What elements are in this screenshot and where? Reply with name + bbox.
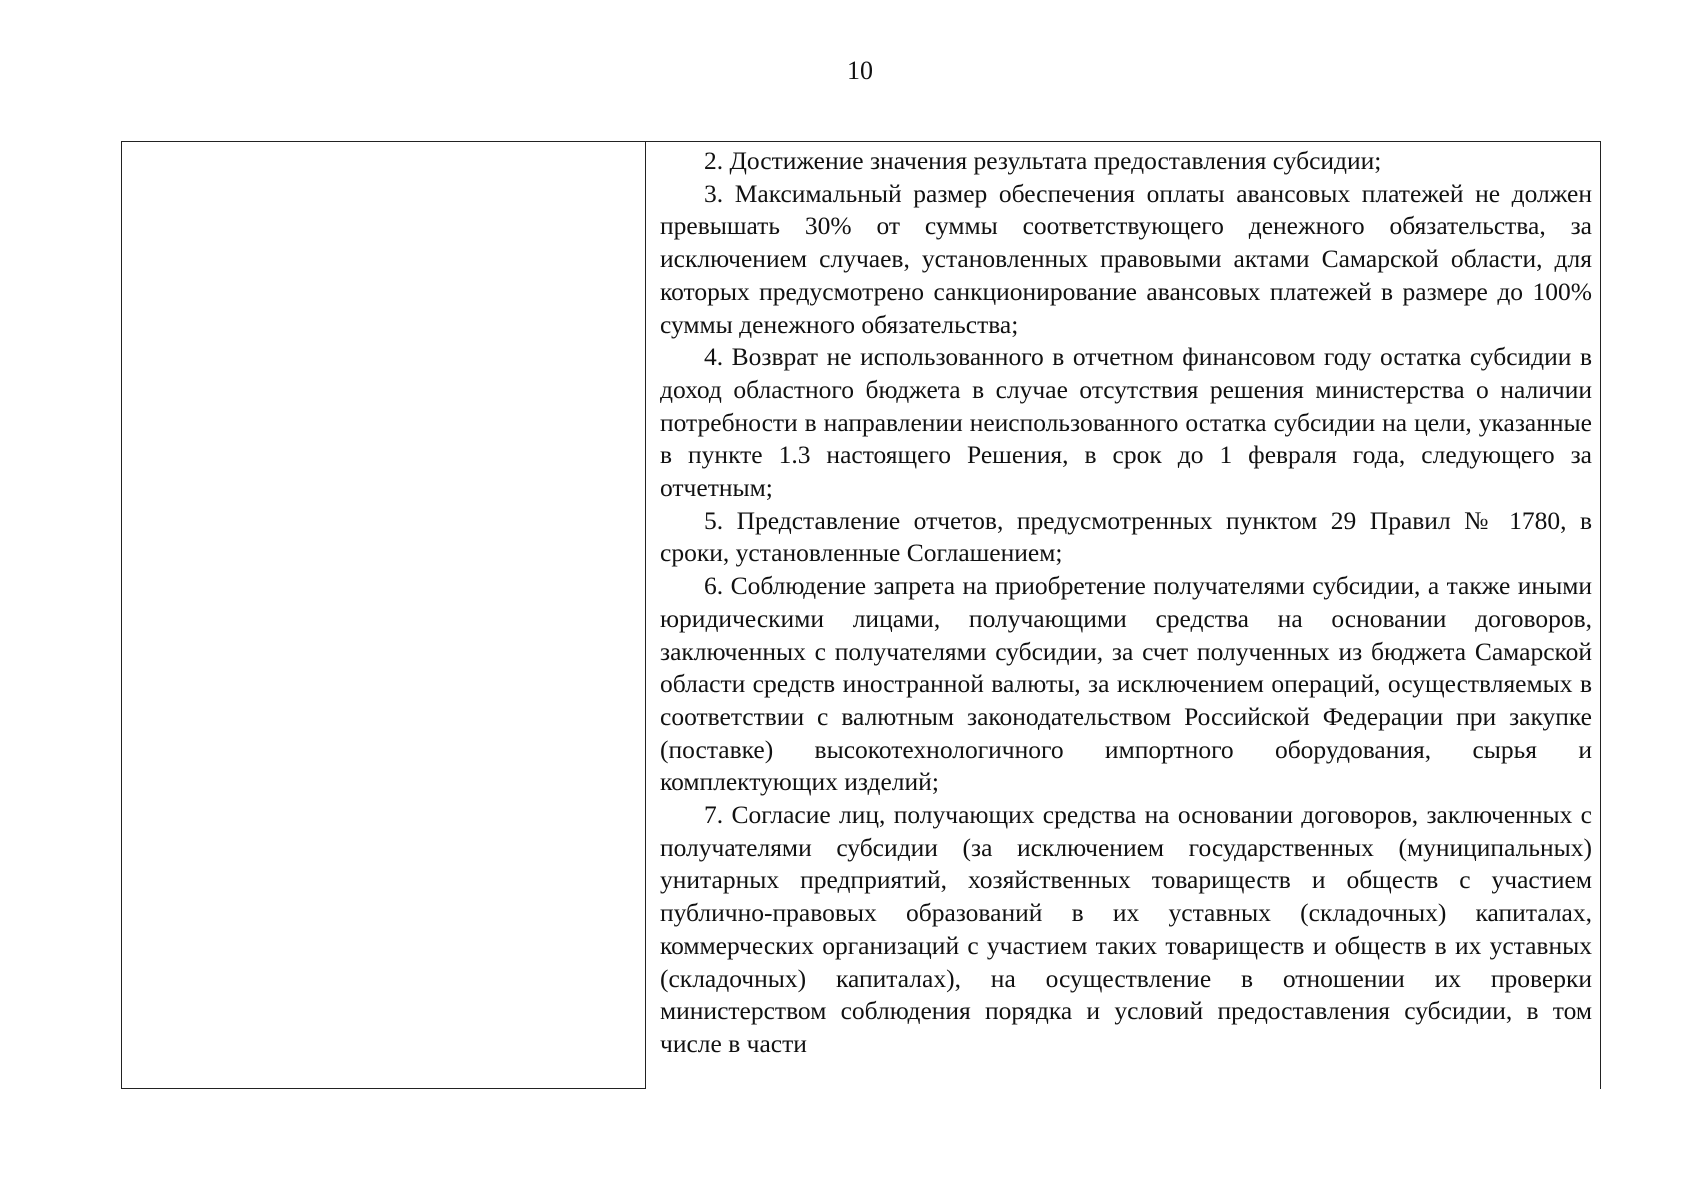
paragraph-item-6: 6. Соблюдение запрета на приобретение получателями субсидии, а также иными юридическими лицами, получающими средства на основании договоров, заключенных с получателями субсидии, за счет полученных из бюджета Самарской области средств иностранной валюты, за исключением операций, осуществляемых в соответствии с валютным законодательством Российской Федерации при закупке (поставке) высокотехнологичного импортного оборудования, сырья и комплектующих изделий; (660, 571, 1592, 797)
document-table (121, 141, 1601, 1089)
paragraph-item-3: 3. Максимальный размер обеспечения оплаты авансовых платежей не должен превышать 30% от суммы соответствующего денежного обязательства, за исключением случаев, установленных правовыми актами Самарской области, для которых предусмотрено санкционирование авансовых платежей в размере до 100% суммы денежного обязательства; (660, 178, 1592, 339)
paragraph-item-7: 7. Согласие лиц, получающих средства на основании договоров, заключенных с получателями субсидии (за исключением государственных (муниципальных) унитарных предприятий, хозяйственных товариществ и обществ с участием публично-правовых образований в их уставных (складочных) капиталах, коммерческих организаций с участием таких товариществ и обществ в их уставных (складочных) капиталах), на осуществление в отношении их проверки министерством соблюдения порядка и условий предоставления субсидии, в том числе в части (660, 800, 1592, 1058)
paragraph-item-4: 4. Возврат не использованного в отчетном финансовом году остатка субсидии в доход областного бюджета в случае отсутствия решения министерства о наличии потребности в направлении неиспользованного остатка субсидии на цели, указанные в пункте 1.3 настоящего Решения, в срок до 1 февраля года, следующего за отчетным; (660, 342, 1592, 503)
paragraph-item-2: 2. Достижение значения результата предоставления субсидии; (704, 146, 1382, 175)
table-right-cell (646, 142, 1601, 1089)
page-number: 10 (847, 56, 873, 85)
paragraph-item-5: 5. Представление отчетов, предусмотренных пунктом 29 Правил № 1780, в сроки, установленные Соглашением; (660, 505, 1592, 568)
table-row (122, 142, 1601, 1089)
table-left-cell (122, 142, 646, 1089)
